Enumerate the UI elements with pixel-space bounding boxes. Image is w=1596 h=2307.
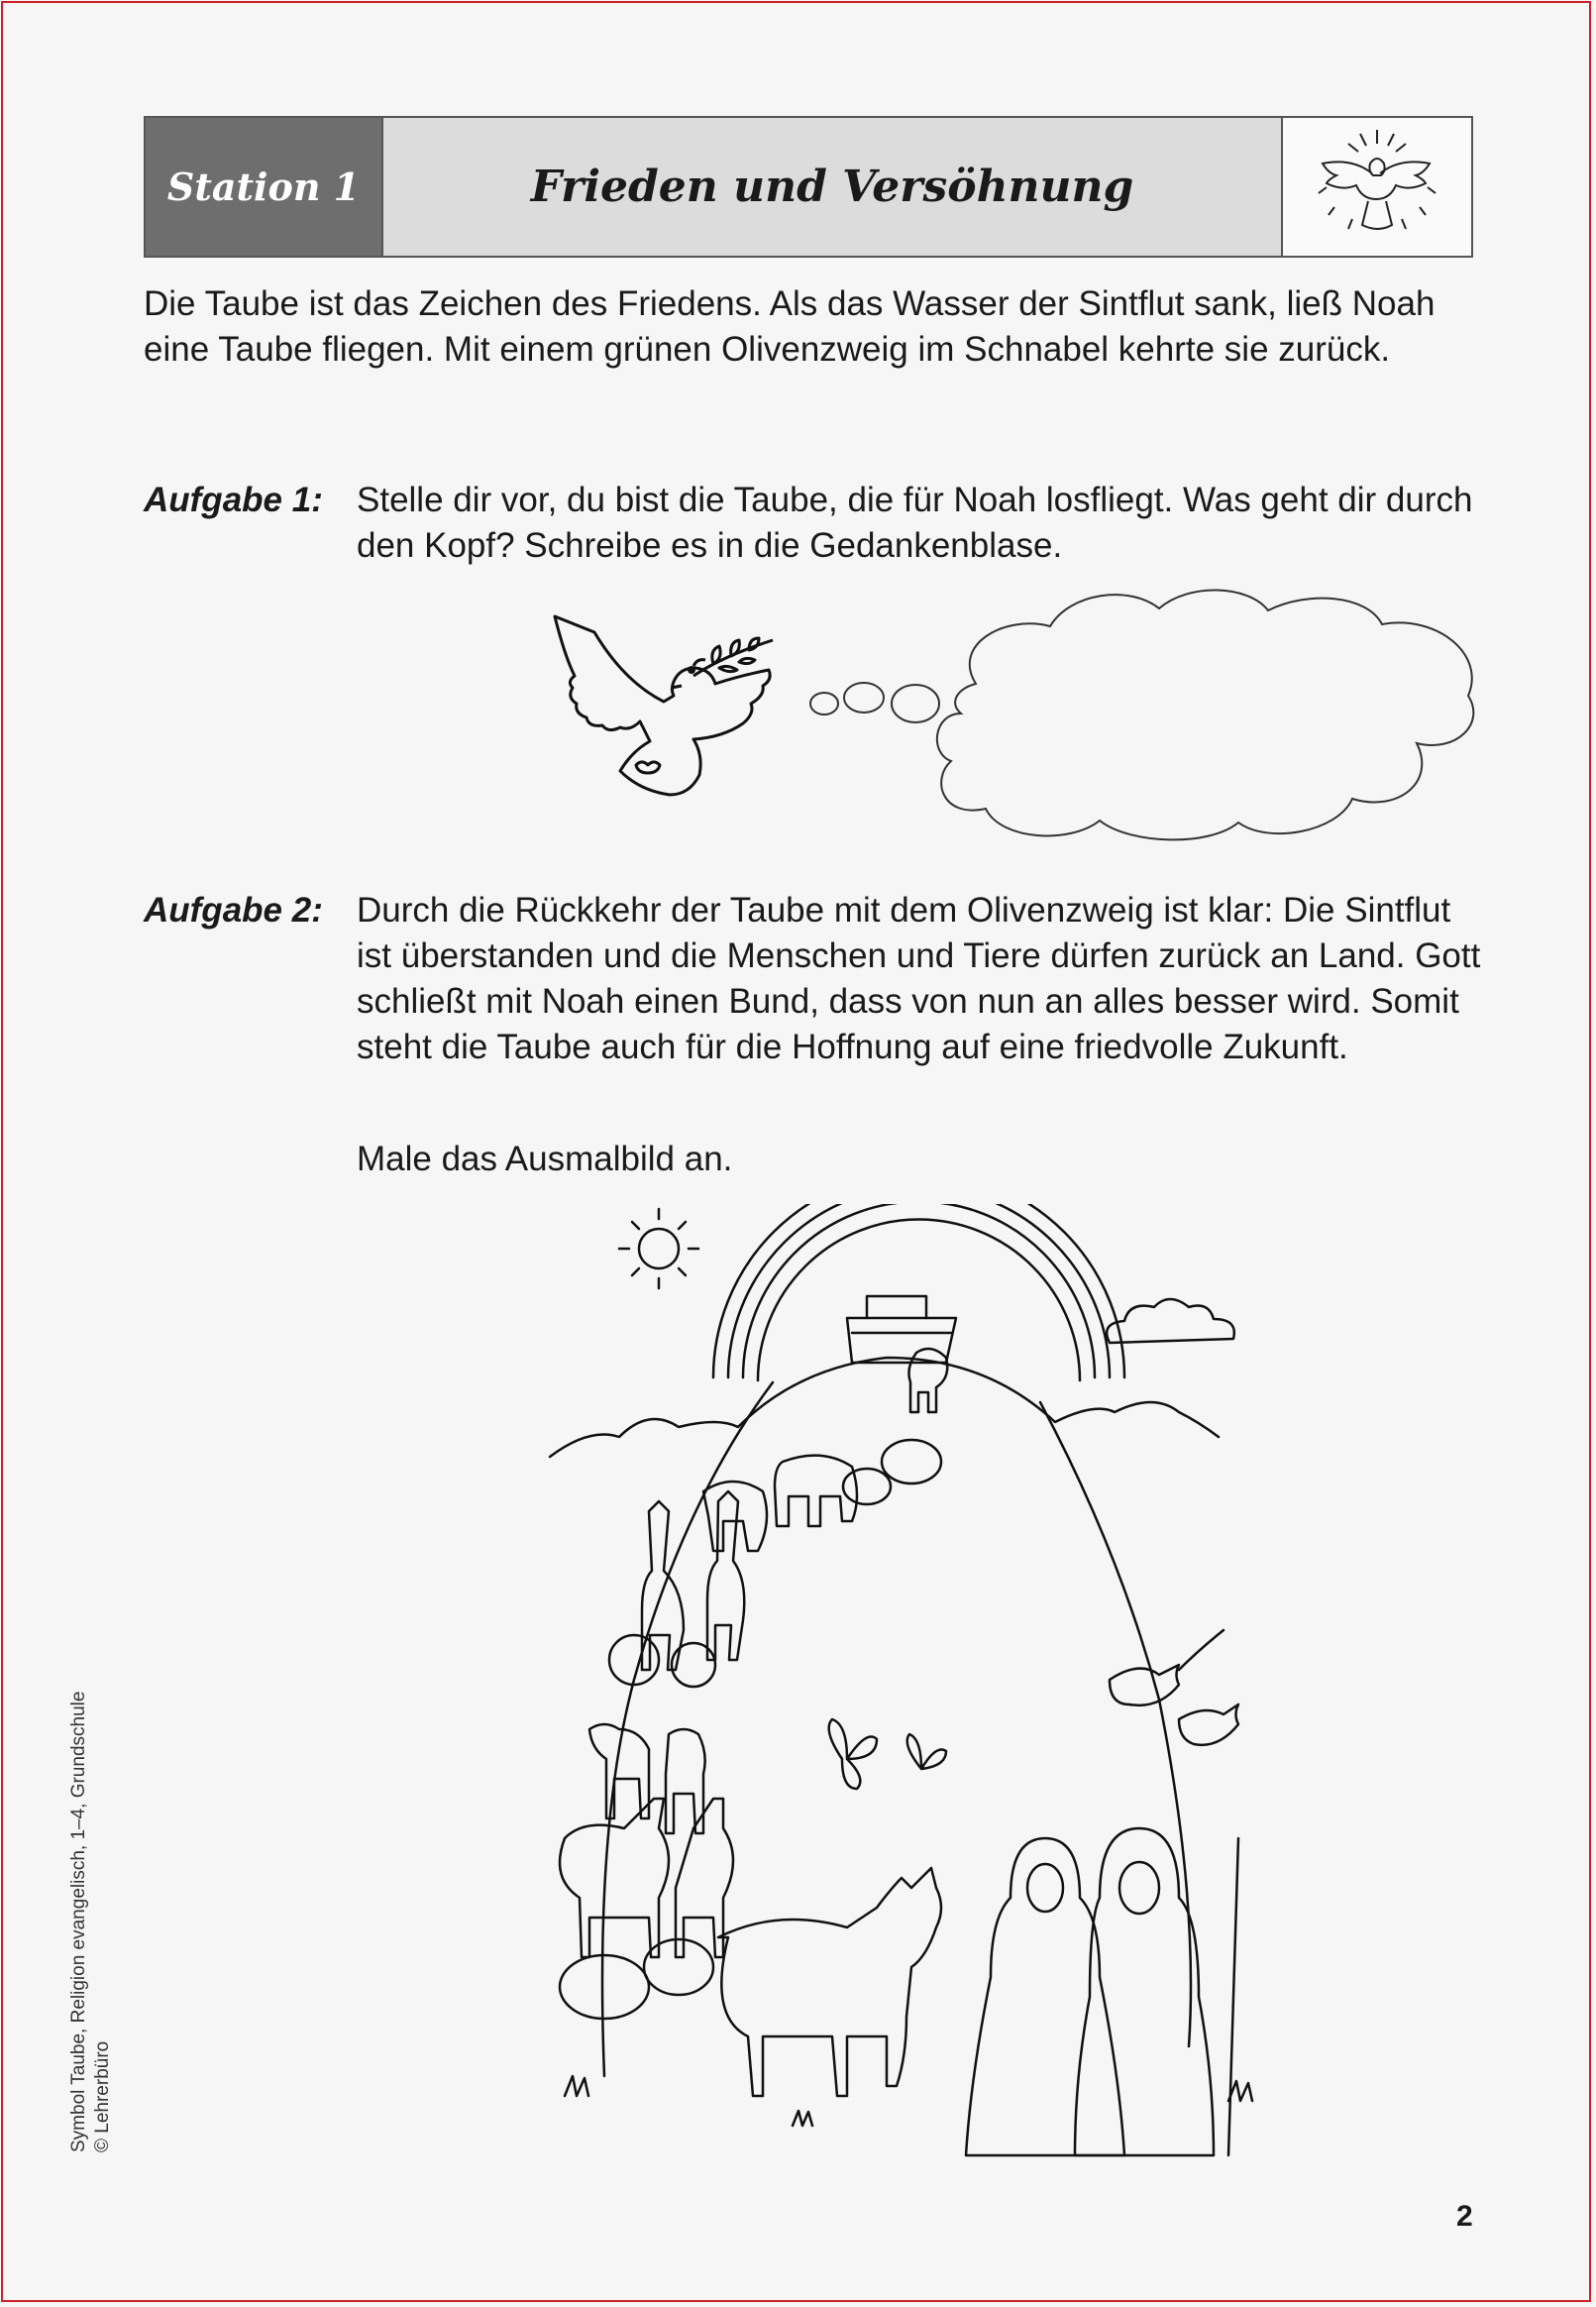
station-label: Station 1 xyxy=(146,118,383,256)
task-2 xyxy=(144,888,1491,1070)
page-title: Frieden und Versöhnung xyxy=(383,118,1283,256)
intro-text: Die Taube ist das Zeichen des Friedens. Als das Wasser der Sintflut sank, ließ Noah eine Taube fliegen. Mit einem grünen Olivenzweig im Schnabel kehrte sie zurück. xyxy=(144,284,1436,369)
thought-bubble[interactable] xyxy=(802,585,1486,847)
task-1-label: Aufgabe 1: xyxy=(144,481,323,519)
task-2-text: Durch die Rückkehr der Taube mit dem Olivenzweig ist klar: Die Sintflut ist überstanden und die Menschen und Tiere dürfen zurück an Land. Gott schließt mit Noah einen Bund, dass von nun an alles besser wird. Somit steht die Taube auch für die Hoffnung auf eine friedvolle Zukunft. xyxy=(357,891,1481,1066)
copyright-credit xyxy=(67,1692,115,2152)
credit-line-1: Symbol Taube, Religion evangelisch, 1–4, Grundschule xyxy=(68,1691,89,2152)
dove-icon xyxy=(1283,118,1471,256)
noahs-ark-coloring-picture xyxy=(545,1204,1288,2170)
task-2-label: Aufgabe 2: xyxy=(144,891,323,930)
sun-icon xyxy=(619,1209,698,1288)
coloring-instruction: Male das Ausmalbild an. xyxy=(357,1140,733,1178)
station-header xyxy=(144,116,1473,258)
credit-line-2: © Lehrerbüro xyxy=(92,2040,113,2152)
task-1 xyxy=(144,478,1491,569)
task-1-text: Stelle dir vor, du bist die Taube, die für Noah losfliegt. Was geht dir durch den Kopf? Schreibe es in die Gedankenblase. xyxy=(357,481,1473,565)
page-number: 2 xyxy=(1456,2200,1473,2233)
dove-with-olive-branch-icon xyxy=(545,606,783,824)
